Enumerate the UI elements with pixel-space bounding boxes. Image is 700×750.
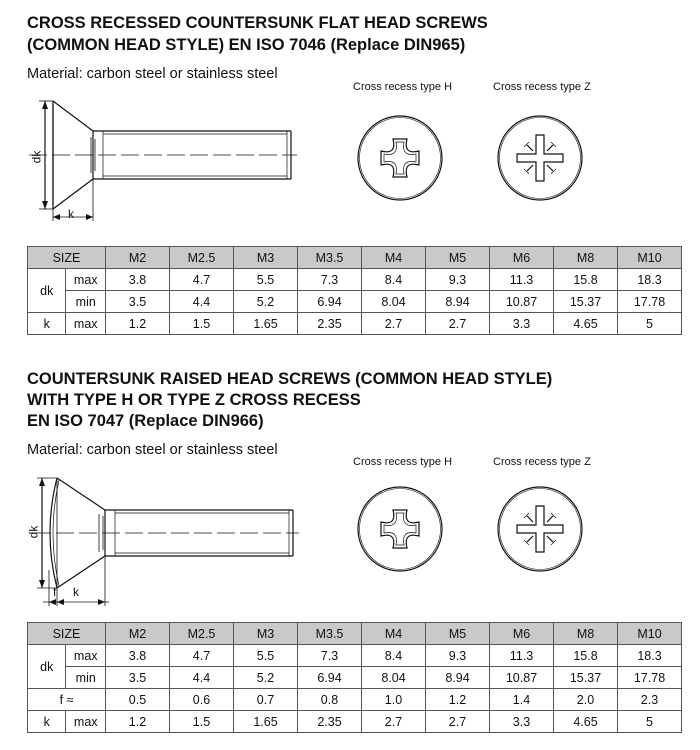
table-cell: 7.3 — [298, 645, 362, 667]
table-cell: 1.65 — [234, 313, 298, 335]
table-cell: 1.2 — [106, 313, 170, 335]
section1-material: Material: carbon steel or stainless steel — [27, 66, 278, 82]
row-sub-label: max — [66, 711, 106, 733]
table-cell: 6.94 — [298, 291, 362, 313]
table-cell: 0.8 — [298, 689, 362, 711]
section2-title-line2: WITH TYPE H OR TYPE Z CROSS RECESS — [27, 391, 361, 409]
table-cell: 15.37 — [554, 667, 618, 689]
section2-title-line3: EN ISO 7047 (Replace DIN966) — [27, 412, 264, 430]
size-header: SIZE — [28, 247, 106, 269]
table-cell: 8.94 — [426, 291, 490, 313]
size-col: M8 — [554, 623, 618, 645]
table-cell: 17.78 — [618, 667, 682, 689]
row-group-label: k — [28, 711, 66, 733]
size-header: SIZE — [28, 623, 106, 645]
table-cell: 2.7 — [426, 711, 490, 733]
section1-recess-z-label: Cross recess type Z — [493, 81, 591, 93]
section1-title-line2: (COMMON HEAD STYLE) EN ISO 7046 (Replace DIN965) — [27, 36, 466, 54]
row-group-label: f ≈ — [28, 689, 106, 711]
size-col: M2.5 — [170, 623, 234, 645]
size-col: M3 — [234, 247, 298, 269]
table-cell: 5 — [618, 313, 682, 335]
size-col: M3 — [234, 623, 298, 645]
table-cell: 15.8 — [554, 645, 618, 667]
f-dimension-label: f — [53, 585, 57, 599]
table-cell: 8.94 — [426, 667, 490, 689]
section1-spec-table — [27, 246, 682, 335]
dk-dimension-label-2: dk — [26, 525, 41, 539]
table-cell: 5 — [618, 711, 682, 733]
table-cell: 4.65 — [554, 313, 618, 335]
row-sub-label: max — [66, 645, 106, 667]
table-cell: 10.87 — [490, 667, 554, 689]
table-cell: 2.0 — [554, 689, 618, 711]
table-cell: 1.2 — [426, 689, 490, 711]
size-col: M4 — [362, 623, 426, 645]
table-cell: 9.3 — [426, 645, 490, 667]
table-cell: 4.7 — [170, 269, 234, 291]
table-header-row — [28, 247, 682, 269]
size-col: M4 — [362, 247, 426, 269]
size-col: M2 — [106, 623, 170, 645]
table-cell: 11.3 — [490, 269, 554, 291]
table-cell: 3.3 — [490, 313, 554, 335]
table-cell: 15.37 — [554, 291, 618, 313]
table-cell: 7.3 — [298, 269, 362, 291]
size-col: M6 — [490, 623, 554, 645]
table-cell: 1.2 — [106, 711, 170, 733]
table-cell: 8.4 — [362, 645, 426, 667]
table-cell: 2.7 — [426, 313, 490, 335]
section2-spec-table — [27, 622, 682, 733]
size-col: M2 — [106, 247, 170, 269]
table-cell: 11.3 — [490, 645, 554, 667]
table-cell: 3.5 — [106, 667, 170, 689]
size-col: M5 — [426, 247, 490, 269]
size-col: M5 — [426, 623, 490, 645]
table-cell: 3.8 — [106, 645, 170, 667]
table-cell: 3.5 — [106, 291, 170, 313]
table-cell: 3.3 — [490, 711, 554, 733]
table-row — [28, 291, 682, 313]
table-row — [28, 313, 682, 335]
table-cell: 1.4 — [490, 689, 554, 711]
table-cell: 2.3 — [618, 689, 682, 711]
table-cell: 3.8 — [106, 269, 170, 291]
table-cell: 2.7 — [362, 313, 426, 335]
row-sub-label: max — [66, 269, 106, 291]
table-cell: 5.5 — [234, 645, 298, 667]
row-group-label: k — [28, 313, 66, 335]
table-cell: 17.78 — [618, 291, 682, 313]
table-cell: 8.04 — [362, 291, 426, 313]
cross-recess-h-icon — [357, 486, 443, 572]
k-dimension-label: k — [68, 207, 74, 221]
cross-recess-z-icon — [497, 486, 583, 572]
size-col: M8 — [554, 247, 618, 269]
size-col: M10 — [618, 623, 682, 645]
table-cell: 4.4 — [170, 667, 234, 689]
row-sub-label: min — [66, 667, 106, 689]
table-cell: 9.3 — [426, 269, 490, 291]
table-cell: 8.4 — [362, 269, 426, 291]
cross-recess-h-icon — [357, 115, 443, 201]
table-cell: 4.4 — [170, 291, 234, 313]
size-col: M6 — [490, 247, 554, 269]
table-header-row — [28, 623, 682, 645]
table-cell: 4.7 — [170, 645, 234, 667]
table-cell: 15.8 — [554, 269, 618, 291]
section1-title-line1: CROSS RECESSED COUNTERSUNK FLAT HEAD SCREWS — [27, 14, 488, 32]
table-cell: 1.65 — [234, 711, 298, 733]
table-cell: 6.94 — [298, 667, 362, 689]
k-dimension-label-2: k — [73, 585, 79, 599]
table-cell: 1.5 — [170, 313, 234, 335]
section2-recess-z-label: Cross recess type Z — [493, 456, 591, 468]
table-cell: 2.7 — [362, 711, 426, 733]
dk-dimension-label: dk — [29, 150, 44, 164]
table-cell: 10.87 — [490, 291, 554, 313]
size-col: M3.5 — [298, 247, 362, 269]
table-cell: 0.6 — [170, 689, 234, 711]
row-group-label: dk — [28, 645, 66, 689]
table-cell: 0.7 — [234, 689, 298, 711]
table-cell: 5.2 — [234, 291, 298, 313]
table-row — [28, 667, 682, 689]
table-row — [28, 689, 682, 711]
table-cell: 1.5 — [170, 711, 234, 733]
table-cell: 8.04 — [362, 667, 426, 689]
table-cell: 1.0 — [362, 689, 426, 711]
table-cell: 2.35 — [298, 711, 362, 733]
row-group-label: dk — [28, 269, 66, 313]
table-cell: 0.5 — [106, 689, 170, 711]
cross-recess-z-icon — [497, 115, 583, 201]
size-col: M10 — [618, 247, 682, 269]
raised-head-screw-drawing — [25, 470, 305, 610]
flat-head-screw-drawing — [25, 95, 305, 230]
section2-material: Material: carbon steel or stainless steel — [27, 442, 278, 458]
table-cell: 18.3 — [618, 269, 682, 291]
table-cell: 18.3 — [618, 645, 682, 667]
table-row — [28, 645, 682, 667]
size-col: M3.5 — [298, 623, 362, 645]
table-row — [28, 711, 682, 733]
section1-recess-h-label: Cross recess type H — [353, 81, 453, 93]
table-cell: 2.35 — [298, 313, 362, 335]
size-col: M2.5 — [170, 247, 234, 269]
table-cell: 5.2 — [234, 667, 298, 689]
section2-title-line1: COUNTERSUNK RAISED HEAD SCREWS (COMMON HEAD STYLE) — [27, 370, 553, 388]
row-sub-label: min — [66, 291, 106, 313]
row-sub-label: max — [66, 313, 106, 335]
table-row — [28, 269, 682, 291]
table-cell: 5.5 — [234, 269, 298, 291]
table-cell: 4.65 — [554, 711, 618, 733]
section2-recess-h-label: Cross recess type H — [353, 456, 453, 468]
